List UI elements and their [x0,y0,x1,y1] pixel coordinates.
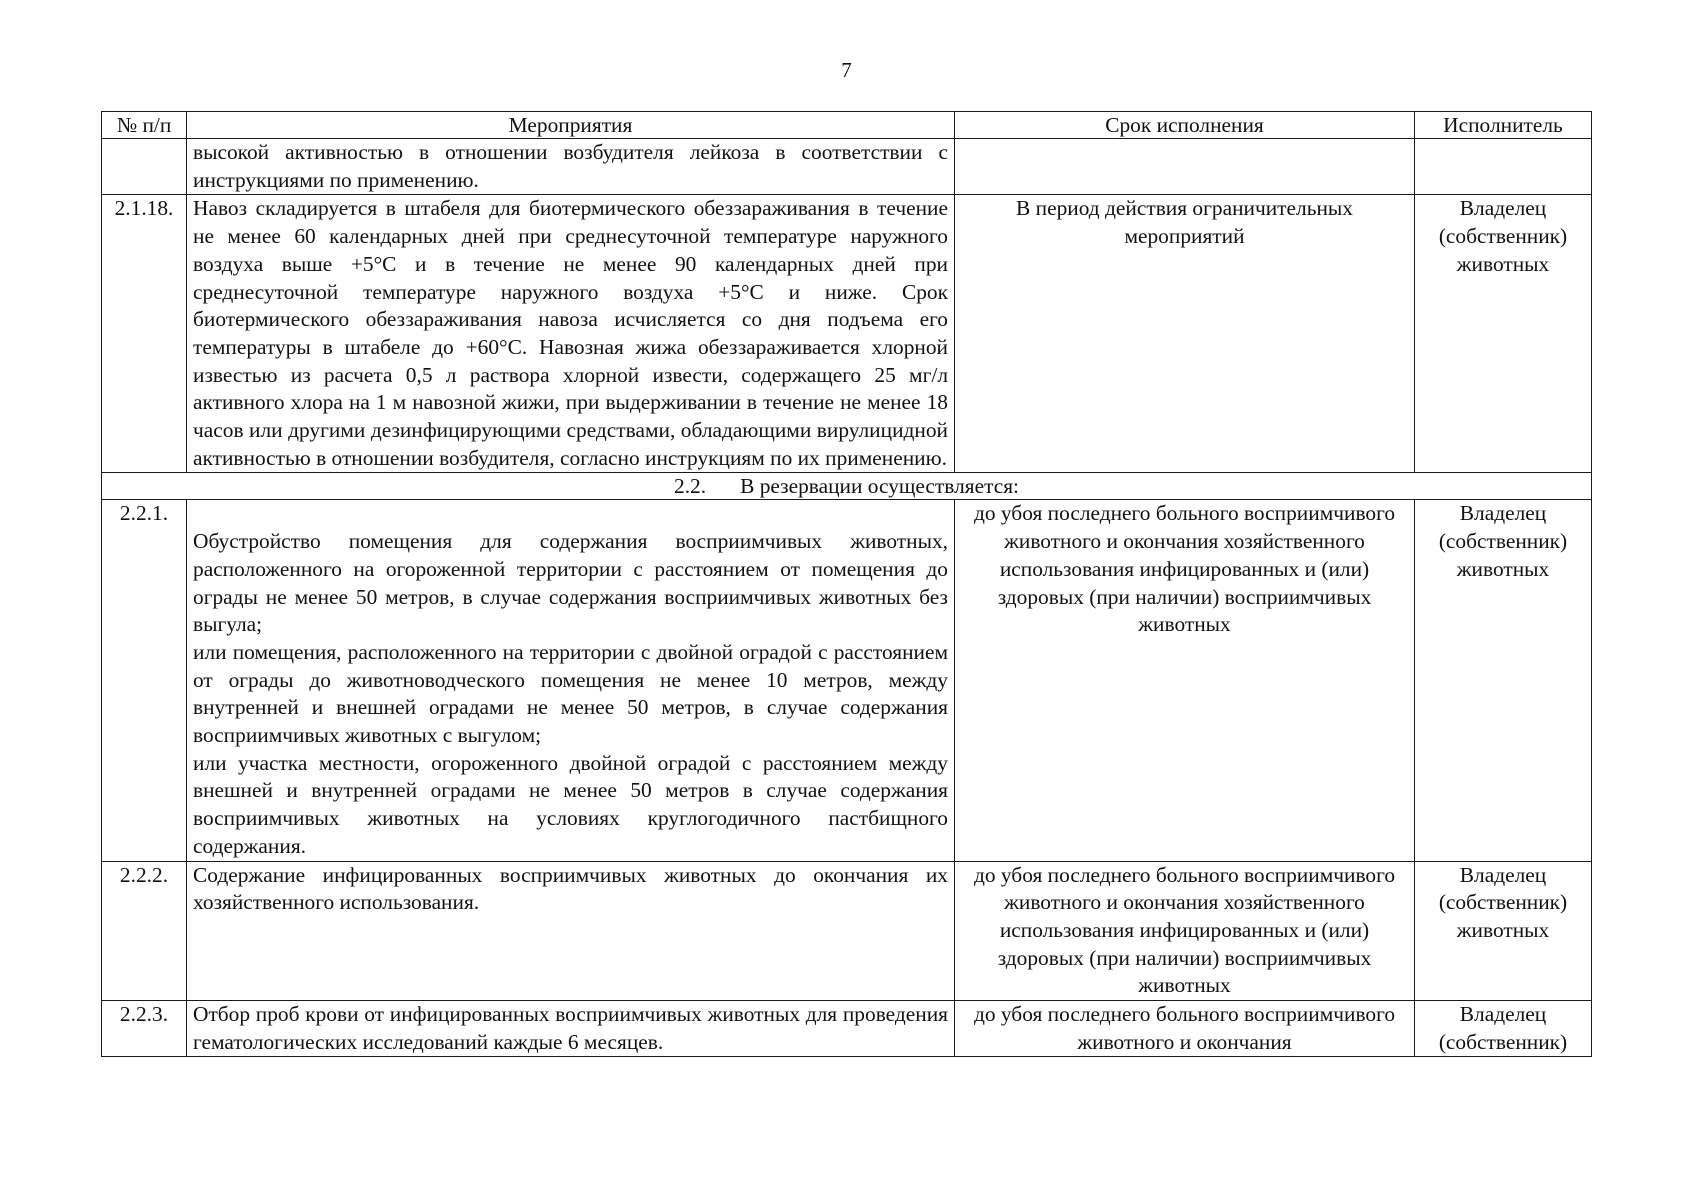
section-number: 2.2. [674,474,707,499]
header-num: № п/п [102,112,187,139]
row-executor [1415,139,1592,195]
row-term: до убоя последнего больного восприимчивого животного и окончания [955,1001,1415,1057]
row-term: В период действия ограничительных мероприятий [955,195,1415,473]
row-num: 2.2.3. [102,1001,187,1057]
row-activity: высокой активностью в отношении возбудителя лейкоза в соответствии с инструкциями по применению. [187,139,955,195]
table-header-row [102,112,1592,139]
row-activity: Навоз складируется в штабеля для биотермического обеззараживания в течение не менее 60 календарных дней при среднесуточной температуре наружного воздуха выше +5°С и в течение не менее 90 календарных дней при среднесуточной температуре наружного воздуха +5°С и ниже. Срок биотермического обеззараживания навоза исчисляется со дня подъема его температуры в штабеле до +60°С. Навозная жижа обеззараживается хлорной известью из расчета 0,5 л раствора хлорной извести, содержащего 25 мг/л активного хлора на 1 м навозной жижи, при выдерживании в течение не менее 18 часов или другими дезинфицирующими средствами, обладающими вирулицидной активностью в отношении возбудителя, согласно инструкциям по их применению. [187,195,955,473]
table-row [102,1001,1592,1057]
table-row [102,139,1592,195]
activity-paragraph: или помещения, расположенного на территории с двойной оградой с расстоянием от ограды до животноводческого помещения не менее 10 метров, между внутренней и внешней оградами не менее 50 метров, в случае содержания восприимчивых животных с выгулом; [193,639,948,748]
row-executor: Владелец (собственник) [1415,1001,1592,1057]
activity-paragraph: Обустройство помещения для содержания восприимчивых животных, расположенного на огороженной территории с расстоянием от помещения до ограды не менее 50 метров, в случае содержания восприимчивых животных без выгула; [193,529,948,637]
table-row [102,861,1592,1001]
section-row [102,473,1592,500]
row-executor: Владелец (собственник) животных [1415,195,1592,473]
row-term: до убоя последнего больного восприимчивого животного и окончания хозяйственного использования инфицированных и (или) здоровых (при наличии) восприимчивых животных [955,861,1415,1001]
page-number: 7 [841,58,852,82]
header-executor: Исполнитель [1415,112,1592,139]
header-activity: Мероприятия [187,112,955,139]
row-num: 2.2.1. [102,500,187,861]
header-term: Срок исполнения [955,112,1415,139]
row-term [955,139,1415,195]
row-num: 2.2.2. [102,861,187,1001]
activity-paragraph: или участка местности, огороженного двойной оградой с расстоянием между внешней и внутренней оградами не менее 50 метров в случае содержания восприимчивых животных на условиях круглогодичного пастбищного содержания. [193,750,948,858]
row-num [102,139,187,195]
row-num: 2.1.18. [102,195,187,473]
row-executor: Владелец (собственник) животных [1415,500,1592,861]
row-executor: Владелец (собственник) животных [1415,861,1592,1001]
row-activity: Содержание инфицированных восприимчивых животных до окончания их хозяйственного использования. [187,861,955,1001]
row-activity [187,500,955,861]
section-heading [102,473,1592,500]
table-row [102,195,1592,473]
section-title: В резервации осуществляется: [740,474,1019,499]
measures-table [101,111,1592,1057]
row-term: до убоя последнего больного восприимчивого животного и окончания хозяйственного использования инфицированных и (или) здоровых (при наличии) восприимчивых животных [955,500,1415,861]
table-row [102,500,1592,861]
row-activity: Отбор проб крови от инфицированных восприимчивых животных для проведения гематологических исследований каждые 6 месяцев. [187,1001,955,1057]
